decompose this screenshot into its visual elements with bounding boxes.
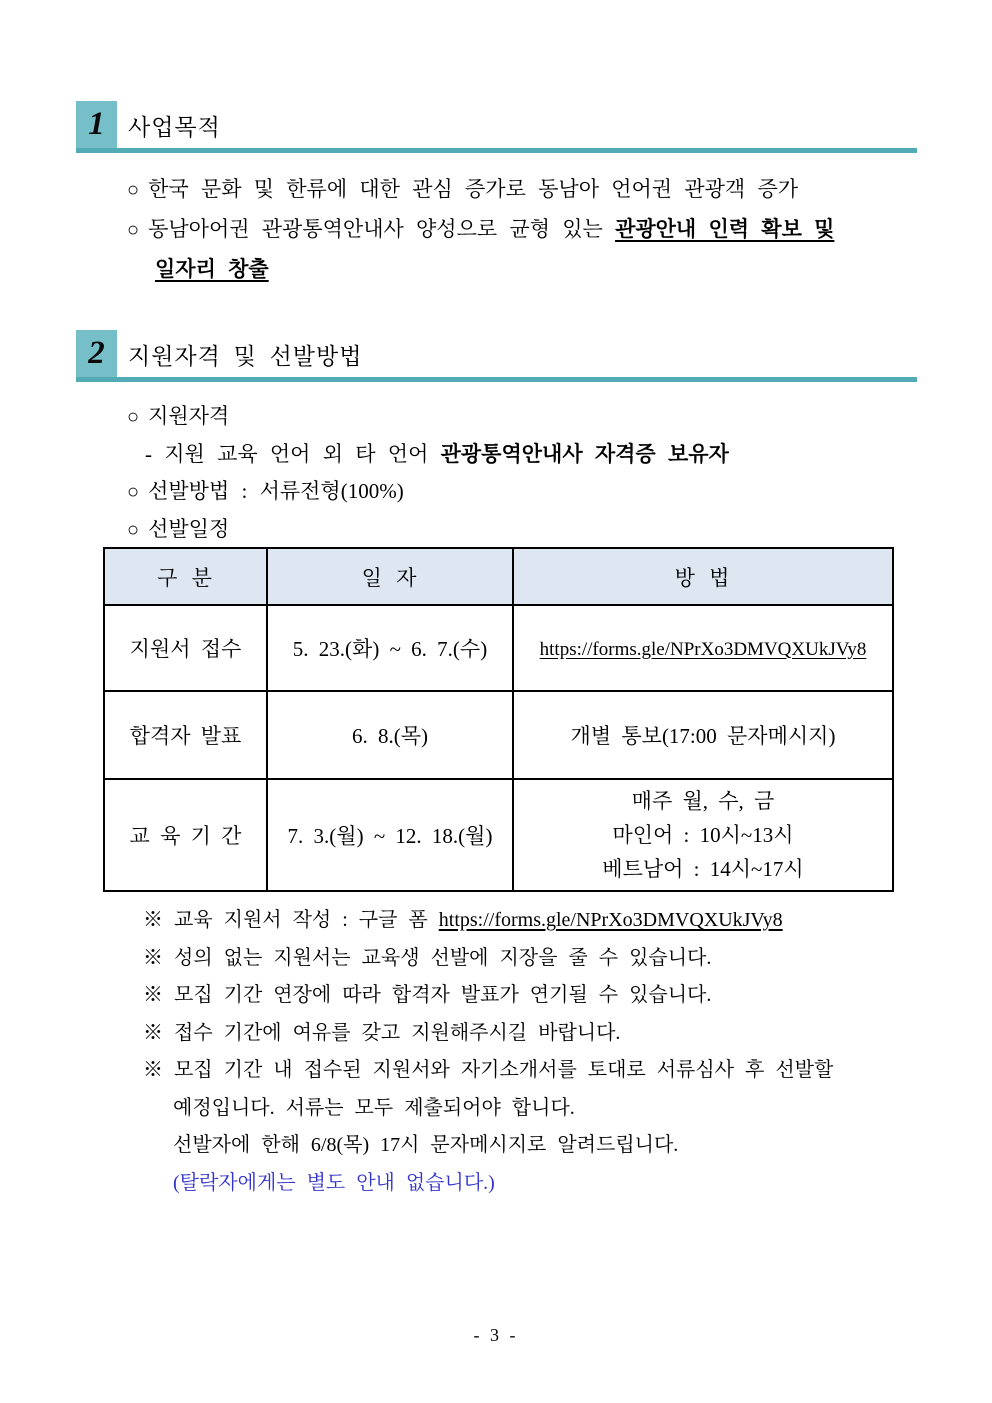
cell-date: 7. 3.(월) ~ 12. 18.(월) bbox=[267, 779, 513, 891]
table-row bbox=[104, 691, 893, 779]
column-header-category: 구 분 bbox=[104, 548, 267, 605]
schedule-detail bbox=[518, 784, 888, 886]
schedule-detail-line: 매주 월, 수, 금 bbox=[631, 789, 775, 813]
circle-bullet-icon: ○ bbox=[127, 519, 140, 541]
section-1-body bbox=[127, 170, 834, 289]
google-form-link[interactable]: https://forms.gle/NPrXo3DMVQXUkJVy8 bbox=[539, 638, 867, 660]
note-line-highlight: (탈락자에게는 별도 안내 없습니다.) bbox=[173, 1171, 495, 1194]
bullet-line bbox=[127, 170, 834, 210]
circle-bullet-icon: ○ bbox=[127, 179, 140, 201]
schedule-detail-line: 베트남어 : 14시~17시 bbox=[602, 857, 804, 881]
bullet-text: 선발방법 : 서류전형(100%) bbox=[148, 479, 404, 503]
bullet-text-emphasis: 관광안내 인력 확보 및 bbox=[615, 217, 835, 241]
section-2-divider bbox=[76, 377, 917, 382]
bullet-text-emphasis: 일자리 창출 bbox=[155, 257, 269, 281]
note-line bbox=[143, 902, 923, 940]
sub-bullet-line bbox=[127, 436, 729, 473]
cell-date: 5. 23.(화) ~ 6. 7.(수) bbox=[267, 605, 513, 691]
sub-bullet-text: - 지원 교육 언어 외 타 언어 bbox=[145, 442, 441, 466]
table-row bbox=[104, 779, 893, 891]
bullet-line bbox=[127, 398, 729, 436]
note-text: ※ 교육 지원서 작성 : 구글 폼 bbox=[143, 909, 439, 931]
section-2-title: 지원자격 및 선발방법 bbox=[128, 344, 363, 369]
google-form-link[interactable]: https://forms.gle/NPrXo3DMVQXUkJVy8 bbox=[438, 909, 783, 931]
section-1-header bbox=[76, 101, 917, 148]
note-line-continuation: 선발자에 한해 6/8(목) 17시 문자메시지로 알려드립니다. bbox=[173, 1134, 679, 1156]
note-line: ※ 모집 기간 내 접수된 지원서와 자기소개서를 토대로 서류심사 후 선발할 bbox=[143, 1059, 834, 1081]
section-1-divider bbox=[76, 148, 917, 153]
note-line: ※ 접수 기간에 여유를 갖고 지원해주시길 바랍니다. bbox=[143, 1021, 621, 1044]
section-1-number-badge: 1 bbox=[76, 101, 117, 148]
table-header-row bbox=[104, 548, 893, 605]
cell-method bbox=[513, 779, 893, 891]
circle-bullet-icon: ○ bbox=[127, 481, 140, 503]
cell-category: 지원서 접수 bbox=[104, 605, 267, 691]
bullet-text: 동남아어권 관광통역안내사 양성으로 균형 있는 bbox=[148, 217, 616, 241]
cell-category: 교 육 기 간 bbox=[104, 779, 267, 891]
column-header-date: 일 자 bbox=[267, 548, 513, 605]
bullet-line bbox=[127, 210, 834, 250]
bullet-line-continuation bbox=[127, 250, 834, 289]
bullet-text: 한국 문화 및 한류에 대한 관심 증가로 동남아 언어권 관광객 증가 bbox=[148, 177, 799, 201]
cell-method bbox=[513, 605, 893, 691]
column-header-method: 방 법 bbox=[513, 548, 893, 605]
cell-date: 6. 8.(목) bbox=[267, 691, 513, 779]
schedule-detail-line: 마인어 : 10시~13시 bbox=[612, 823, 794, 847]
notes-section bbox=[143, 902, 923, 1202]
bullet-text: 선발일정 bbox=[148, 517, 230, 541]
section-2-body bbox=[127, 398, 729, 549]
cell-category: 합격자 발표 bbox=[104, 691, 267, 779]
note-line-continuation: 예정입니다. 서류는 모두 제출되어야 합니다. bbox=[173, 1096, 575, 1119]
note-line: ※ 모집 기간 연장에 따라 합격자 발표가 연기될 수 있습니다. bbox=[143, 984, 712, 1006]
section-2-number-badge: 2 bbox=[76, 330, 117, 377]
sub-bullet-text-bold: 관광통역안내사 자격증 보유자 bbox=[440, 442, 729, 466]
selection-schedule-table bbox=[103, 547, 894, 892]
cell-method: 개별 통보(17:00 문자메시지) bbox=[513, 691, 893, 779]
circle-bullet-icon: ○ bbox=[127, 219, 140, 241]
section-2-header bbox=[76, 330, 917, 377]
page-number: - 3 - bbox=[473, 1325, 519, 1345]
bullet-line bbox=[127, 511, 729, 549]
bullet-line bbox=[127, 473, 729, 511]
circle-bullet-icon: ○ bbox=[127, 406, 140, 428]
table-row bbox=[104, 605, 893, 691]
bullet-text: 지원자격 bbox=[148, 404, 230, 428]
section-1-title: 사업목적 bbox=[128, 115, 221, 140]
note-line: ※ 성의 없는 지원서는 교육생 선발에 지장을 줄 수 있습니다. bbox=[143, 946, 712, 969]
